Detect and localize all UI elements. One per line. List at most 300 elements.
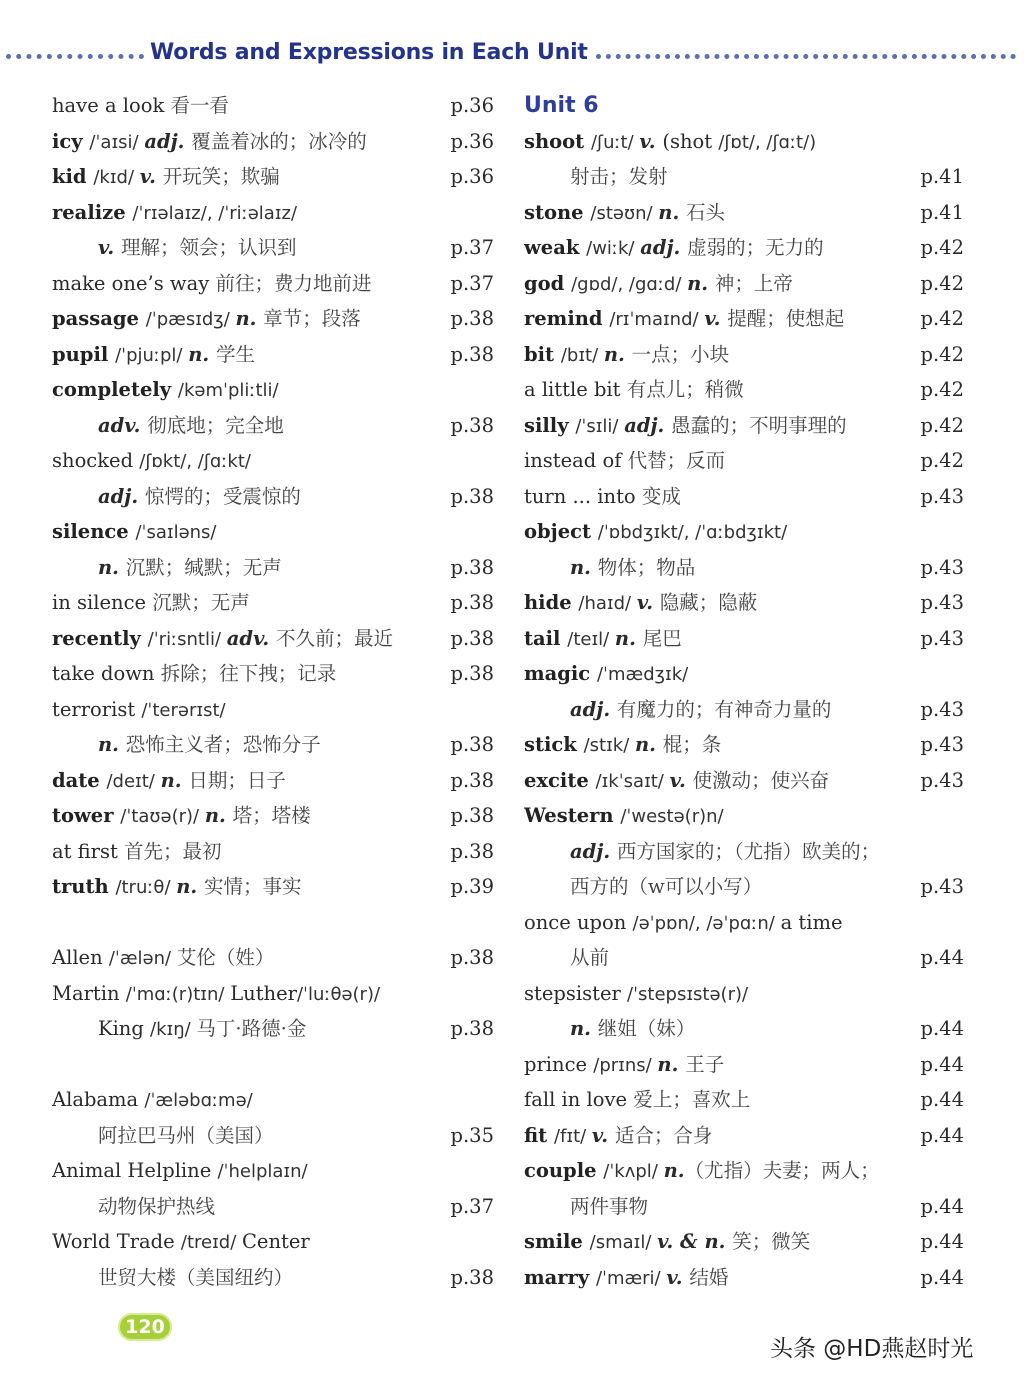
phrase-text: at first xyxy=(52,839,125,863)
chinese-meaning: 有魔力的；有神奇力量的 xyxy=(616,697,832,721)
entry-text xyxy=(524,1224,810,1261)
vocab-entry xyxy=(52,337,500,373)
headword: pupil xyxy=(52,342,116,366)
phrase-text: King xyxy=(98,1017,151,1040)
vocab-entry xyxy=(52,727,500,763)
phonetic: /smaɪl/ xyxy=(589,1232,658,1253)
chinese-meaning: 有点儿；稍微 xyxy=(626,378,744,401)
list-spacer xyxy=(52,905,500,941)
entry-text xyxy=(52,195,297,232)
phonetic: /ˈsaɪləns/ xyxy=(135,522,217,543)
phonetic: /ˈæləbɑːmə/ xyxy=(144,1090,253,1111)
phrase-text: make one’s way xyxy=(52,271,216,295)
entry-text xyxy=(52,656,336,692)
page-reference: p.42 xyxy=(920,378,964,401)
page-reference: p.43 xyxy=(920,697,964,721)
part-of-speech: adj. xyxy=(570,697,617,721)
entry-text xyxy=(52,443,251,480)
headword: fit xyxy=(524,1123,554,1147)
vocab-entry xyxy=(52,585,500,621)
page-number-badge: 120 xyxy=(118,1313,172,1341)
entry-text xyxy=(524,1153,880,1190)
page-reference: p.44 xyxy=(920,1194,964,1218)
headword: silly xyxy=(524,413,576,437)
phonetic: /ˈaɪsi/ xyxy=(89,131,145,153)
chinese-meaning: 隐藏；隐蔽 xyxy=(659,591,758,614)
chinese-meaning: 沉默；无声 xyxy=(152,591,250,614)
headword: remind xyxy=(524,307,610,330)
page-reference: p.39 xyxy=(450,875,494,898)
page-reference: p.38 xyxy=(450,342,494,366)
phrase-text: terrorist xyxy=(52,697,142,721)
phrase-text: shocked xyxy=(52,449,140,472)
entry-text xyxy=(52,940,274,977)
part-of-speech: v. xyxy=(666,1265,690,1289)
entry-text xyxy=(524,1047,724,1084)
part-of-speech: adv. xyxy=(98,413,148,437)
right-column xyxy=(524,88,964,1295)
entry-text xyxy=(52,550,282,586)
vocab-entry xyxy=(52,1224,500,1260)
phonetic: /kəmˈpliːtli/ xyxy=(177,380,279,401)
chinese-meaning: 首先；最初 xyxy=(124,839,222,863)
phrase-text: fall in love xyxy=(524,1088,634,1111)
chinese-meaning: 物体；物品 xyxy=(597,555,696,579)
phonetic: /kɪd/ xyxy=(93,167,140,188)
part-of-speech: n. xyxy=(570,555,598,579)
chinese-meaning: 世贸大楼（美国纽约） xyxy=(98,1265,294,1289)
chinese-meaning: 看一看 xyxy=(170,94,230,117)
entry-text xyxy=(524,585,757,622)
chinese-meaning: 日期；日子 xyxy=(188,768,286,792)
headword: Western xyxy=(524,804,621,827)
phrase-text: once upon xyxy=(524,910,633,934)
page-reference: p.38 xyxy=(450,804,494,827)
headword: couple xyxy=(524,1159,604,1182)
vocab-entry xyxy=(52,869,500,905)
page-reference: p.42 xyxy=(920,413,964,437)
headword: realize xyxy=(52,200,133,224)
vocab-entry xyxy=(524,798,964,834)
watermark: 头条 @HD燕赵时光 xyxy=(770,1336,974,1362)
vocab-entry xyxy=(52,443,500,479)
part-of-speech: n. xyxy=(160,768,189,792)
part-of-speech: v. xyxy=(669,768,693,792)
part-of-speech: v. xyxy=(591,1123,615,1147)
vocab-entry xyxy=(524,1047,964,1083)
headword: kid xyxy=(52,165,94,188)
phonetic: /gɒd/, /gɑːd/ xyxy=(571,273,688,295)
entry-text xyxy=(52,1118,274,1154)
part-of-speech: adj. xyxy=(640,236,688,259)
chinese-meaning: 石头 xyxy=(686,200,726,224)
phonetic: /ˈwestə(r)n/ xyxy=(620,806,724,827)
part-of-speech: n. xyxy=(663,1159,685,1182)
chinese-meaning: 虚弱的；无力的 xyxy=(687,236,824,259)
phonetic: /fɪt/ xyxy=(553,1125,592,1147)
phonetic: /ˈmædʒɪk/ xyxy=(596,664,689,685)
vocab-entry xyxy=(524,940,964,976)
chinese-meaning: 阿拉巴马州（美国） xyxy=(98,1123,274,1147)
page-reference: p.38 xyxy=(450,626,494,650)
chinese-meaning: 动物保护热线 xyxy=(98,1194,216,1218)
part-of-speech: n. xyxy=(614,626,643,650)
vocab-entry xyxy=(524,976,964,1012)
chinese-meaning: 实情；事实 xyxy=(204,875,302,898)
phrase-text: in silence xyxy=(52,591,153,614)
vocab-entry xyxy=(52,550,500,586)
vocab-entry xyxy=(524,337,964,373)
entry-text xyxy=(52,514,217,551)
headword: god xyxy=(524,271,572,295)
phrase-text: Animal Helpline xyxy=(52,1159,218,1182)
entry-text xyxy=(524,1082,750,1118)
entry-text xyxy=(524,337,729,374)
entry-text xyxy=(524,798,724,835)
unit-heading xyxy=(524,88,964,124)
headword: tail xyxy=(524,626,568,650)
phonetic: /kɪŋ/ xyxy=(150,1019,197,1040)
vocab-entry xyxy=(52,230,500,266)
part-of-speech: n. xyxy=(634,733,663,756)
phrase-text: prince xyxy=(524,1052,594,1076)
part-of-speech: n. xyxy=(98,733,126,756)
vocab-entry xyxy=(52,976,500,1012)
vocab-entry xyxy=(524,1224,964,1260)
header-dotted-rule-right xyxy=(596,54,1016,59)
chinese-meaning: 从前 xyxy=(570,946,610,969)
vocab-entry xyxy=(52,1082,500,1118)
phrase-text: World Trade xyxy=(52,1230,181,1253)
vocab-entry xyxy=(524,443,964,479)
chinese-meaning: 彻底地；完全地 xyxy=(147,413,284,437)
entry-text xyxy=(524,266,793,303)
chinese-meaning: 理解；领会；认识到 xyxy=(120,236,297,259)
chinese-meaning: 变成 xyxy=(641,484,681,508)
entry-text xyxy=(52,1153,308,1190)
entry-text xyxy=(524,869,762,905)
left-column xyxy=(52,88,500,1295)
chinese-meaning: 棍；条 xyxy=(662,733,722,756)
vocab-entry xyxy=(524,550,964,586)
phonetic: /ˈluːθə(r)/ xyxy=(296,983,381,1005)
headword: marry xyxy=(524,1265,596,1289)
headword: passage xyxy=(52,307,146,330)
vocab-entry xyxy=(524,656,964,692)
vocab-entry xyxy=(52,195,500,231)
chinese-meaning: 王子 xyxy=(685,1052,725,1076)
page-reference: p.38 xyxy=(450,839,494,863)
vocab-entry xyxy=(524,692,964,728)
page-reference: p.38 xyxy=(450,591,494,614)
phonetic: /wiːk/ xyxy=(586,238,641,259)
phonetic: /deɪt/ xyxy=(106,770,161,792)
chinese-meaning: 射击；发射 xyxy=(570,165,668,188)
vocab-entry xyxy=(52,798,500,834)
page-reference: p.43 xyxy=(920,484,964,508)
part-of-speech: n. xyxy=(603,342,632,366)
page-reference: p.44 xyxy=(920,1265,964,1289)
page-reference: p.42 xyxy=(920,342,964,366)
vocab-entry xyxy=(524,1189,964,1225)
vocab-entry xyxy=(52,763,500,799)
entry-text xyxy=(52,479,301,515)
chinese-meaning: 适合；合身 xyxy=(614,1123,713,1147)
entry-text xyxy=(52,230,296,266)
phrase-text: Center xyxy=(241,1230,310,1253)
headword: bit xyxy=(524,342,561,366)
phrase-text: a time xyxy=(780,910,843,934)
page-reference: p.37 xyxy=(450,271,494,295)
vocab-entry xyxy=(52,621,500,657)
entry-text xyxy=(524,88,599,124)
phrase-text: a little bit xyxy=(524,378,627,401)
vocab-entry xyxy=(524,1260,964,1296)
entry-text xyxy=(52,763,286,800)
part-of-speech: v. & n. xyxy=(657,1230,733,1253)
chinese-meaning: 覆盖着冰的；冰冷的 xyxy=(191,129,367,153)
phonetic: /ˈriːsntli/ xyxy=(147,628,227,650)
phonetic: /ˈtaʊə(r)/ xyxy=(120,806,205,827)
vocab-entry xyxy=(524,514,964,550)
page-reference: p.38 xyxy=(450,946,494,969)
entry-text xyxy=(524,1011,695,1047)
entry-text xyxy=(524,159,668,195)
phrase-text: turn ... into xyxy=(524,484,642,508)
chinese-meaning: 前往；费力地前进 xyxy=(215,271,372,295)
list-spacer xyxy=(52,1047,500,1083)
chinese-meaning: 西方国家的；（尤指）欧美的； xyxy=(616,839,881,863)
page-reference: p.42 xyxy=(920,449,964,472)
phonetic: /ˈsɪli/ xyxy=(575,415,625,437)
entry-text xyxy=(52,869,302,906)
headword: silence xyxy=(52,520,136,543)
phonetic: /ˈmæri/ xyxy=(595,1267,667,1289)
entry-text xyxy=(52,834,222,870)
entry-text xyxy=(524,1260,728,1297)
entry-text xyxy=(524,692,831,728)
phrase-text: Alabama xyxy=(52,1088,145,1111)
entry-text xyxy=(52,301,361,338)
chinese-meaning: （尤指）夫妻；两人； xyxy=(684,1159,880,1182)
chinese-meaning: 章节；段落 xyxy=(263,307,361,330)
page-reference: p.43 xyxy=(920,626,964,650)
part-of-speech: v. xyxy=(636,591,660,614)
vocab-entry xyxy=(524,479,964,515)
phrase-text: Martin xyxy=(52,981,126,1005)
phonetic: /ʃuːt/ xyxy=(590,131,640,153)
phonetic: /truːθ/ xyxy=(115,877,177,898)
vocab-entry xyxy=(524,1118,964,1154)
entry-text xyxy=(52,1189,215,1225)
phonetic: /ʃɒt/, /ʃɑːt/) xyxy=(718,131,817,153)
part-of-speech: n. xyxy=(570,1017,598,1040)
vocab-entry xyxy=(524,266,964,302)
vocab-entry xyxy=(524,301,964,337)
chinese-meaning: 艾伦（姓） xyxy=(176,946,275,969)
part-of-speech: adv. xyxy=(226,626,277,650)
entry-text xyxy=(52,408,284,444)
entry-text xyxy=(52,976,380,1013)
entry-text xyxy=(524,905,843,942)
headword: icy xyxy=(52,129,90,153)
chinese-meaning: 塔；塔楼 xyxy=(232,804,311,827)
phonetic: /ˈmɑː(r)tɪn/ xyxy=(125,983,231,1005)
part-of-speech: n. xyxy=(235,307,264,330)
chinese-meaning: 马丁·路德·金 xyxy=(196,1017,307,1040)
headword: stick xyxy=(524,733,584,756)
part-of-speech: adj. xyxy=(624,413,672,437)
phonetic: /bɪt/ xyxy=(560,344,604,366)
phrase-text: take down xyxy=(52,662,161,685)
vocab-entry xyxy=(52,1189,500,1225)
vocab-entry xyxy=(524,195,964,231)
headword: magic xyxy=(524,662,597,685)
vocab-entry xyxy=(524,408,964,444)
headword: weak xyxy=(524,236,587,259)
headword: truth xyxy=(52,875,116,898)
vocab-entry xyxy=(52,124,500,160)
chinese-meaning: 使激动；使兴奋 xyxy=(692,768,830,792)
entry-text xyxy=(52,1224,310,1261)
phrase-text: Allen xyxy=(52,946,109,969)
phrase-text: (shot xyxy=(662,129,719,153)
phrase-text: have a look xyxy=(52,94,171,117)
vocab-entry xyxy=(524,1082,964,1118)
page-reference: p.38 xyxy=(450,413,494,437)
entry-text xyxy=(524,656,688,693)
page-reference: p.38 xyxy=(450,768,494,792)
entry-text xyxy=(524,301,844,338)
part-of-speech: adj. xyxy=(144,129,192,153)
header-dotted-rule-left xyxy=(6,54,144,59)
entry-text xyxy=(52,88,229,124)
entry-text xyxy=(524,763,829,800)
vocab-entry xyxy=(52,301,500,337)
page-reference: p.41 xyxy=(920,200,964,224)
chinese-meaning: 结婚 xyxy=(689,1265,729,1289)
entry-text xyxy=(52,1260,293,1296)
vocab-entry xyxy=(524,905,964,941)
phonetic: /ˈɒbdʒɪkt/, /ˈɑːbdʒɪkt/ xyxy=(597,522,788,543)
section-title: Words and Expressions in Each Unit xyxy=(150,40,588,65)
page-reference: p.36 xyxy=(450,165,494,188)
entry-text xyxy=(524,621,682,658)
entry-text xyxy=(524,550,695,586)
entry-text xyxy=(524,408,847,445)
entry-text xyxy=(524,124,816,161)
vocab-entry xyxy=(52,834,500,870)
entry-text xyxy=(52,337,255,374)
entry-text xyxy=(52,621,393,658)
vocab-entry xyxy=(524,869,964,905)
page-reference: p.38 xyxy=(450,1265,494,1289)
vocab-entry xyxy=(524,585,964,621)
page-reference: p.41 xyxy=(920,165,964,188)
page-reference: p.35 xyxy=(450,1123,494,1147)
entry-text xyxy=(524,1118,712,1155)
page-reference: p.36 xyxy=(450,129,494,153)
entry-text xyxy=(52,1082,253,1119)
page-reference: p.44 xyxy=(920,1123,964,1147)
part-of-speech: n. xyxy=(204,804,233,827)
page-reference: p.36 xyxy=(450,94,494,117)
phonetic: /ˈstepsɪstə(r)/ xyxy=(627,983,749,1005)
phonetic: /stɪk/ xyxy=(583,735,635,756)
entry-text xyxy=(52,124,367,161)
vocab-entry xyxy=(52,159,500,195)
headword: date xyxy=(52,768,107,792)
phrase-text: stepsister xyxy=(524,981,628,1005)
page-reference: p.42 xyxy=(920,307,964,330)
phonetic: /ɪkˈsaɪt/ xyxy=(595,770,670,792)
phonetic: /ˈpjuːpl/ xyxy=(115,344,189,366)
entry-text xyxy=(52,372,279,409)
page-reference: p.44 xyxy=(920,1017,964,1040)
phonetic: /ˈælən/ xyxy=(108,948,177,969)
part-of-speech: adj. xyxy=(98,484,145,508)
headword: object xyxy=(524,520,598,543)
section-header xyxy=(0,38,1024,74)
headword: smile xyxy=(524,1230,590,1253)
phonetic: /prɪns/ xyxy=(593,1054,658,1076)
chinese-meaning: 一点；小块 xyxy=(631,342,730,366)
entry-text xyxy=(524,976,748,1013)
phonetic: /ʃɒkt/, /ʃɑːkt/ xyxy=(139,451,251,472)
headword: shoot xyxy=(524,129,591,153)
vocab-entry xyxy=(524,1011,964,1047)
page-reference: p.37 xyxy=(450,1194,494,1218)
vocab-entry xyxy=(52,88,500,124)
headword: excite xyxy=(524,768,596,792)
phonetic: /stəʊn/ xyxy=(590,202,659,224)
page-reference: p.44 xyxy=(920,946,964,969)
entry-text xyxy=(52,1011,306,1048)
headword: hide xyxy=(524,591,579,614)
chinese-meaning: 学生 xyxy=(215,342,255,366)
vocab-entry xyxy=(52,656,500,692)
page-reference: p.43 xyxy=(920,875,964,898)
page-reference: p.44 xyxy=(920,1230,964,1253)
page-reference: p.38 xyxy=(450,1017,494,1040)
vocab-entry xyxy=(524,621,964,657)
vocab-entry xyxy=(524,124,964,160)
phonetic: /ˈrɪəlaɪz/, /ˈriːəlaɪz/ xyxy=(132,202,298,224)
phonetic: /ˈpæsɪdʒ/ xyxy=(145,309,236,330)
entry-text xyxy=(524,727,721,764)
vocab-entry xyxy=(52,479,500,515)
part-of-speech: n. xyxy=(176,875,204,898)
phrase-text: Luther xyxy=(230,981,297,1005)
chinese-meaning: 惊愕的；受震惊的 xyxy=(144,484,301,508)
phonetic: /ˈterərɪst/ xyxy=(141,699,226,721)
part-of-speech: n. xyxy=(687,271,715,295)
chinese-meaning: 两件事物 xyxy=(570,1194,649,1218)
entry-text xyxy=(52,798,311,835)
phonetic: /treɪd/ xyxy=(180,1232,242,1253)
vocab-entry xyxy=(52,1153,500,1189)
chinese-meaning: 尾巴 xyxy=(642,626,682,650)
vocab-entry xyxy=(524,834,964,870)
vocab-entry xyxy=(524,230,964,266)
entry-text xyxy=(524,195,725,232)
page-reference: p.42 xyxy=(920,236,964,259)
part-of-speech: adj. xyxy=(570,839,617,863)
entry-text xyxy=(524,834,880,870)
entry-text xyxy=(52,159,280,196)
chinese-meaning: 不久前；最近 xyxy=(276,626,394,650)
part-of-speech: v. xyxy=(639,129,663,153)
